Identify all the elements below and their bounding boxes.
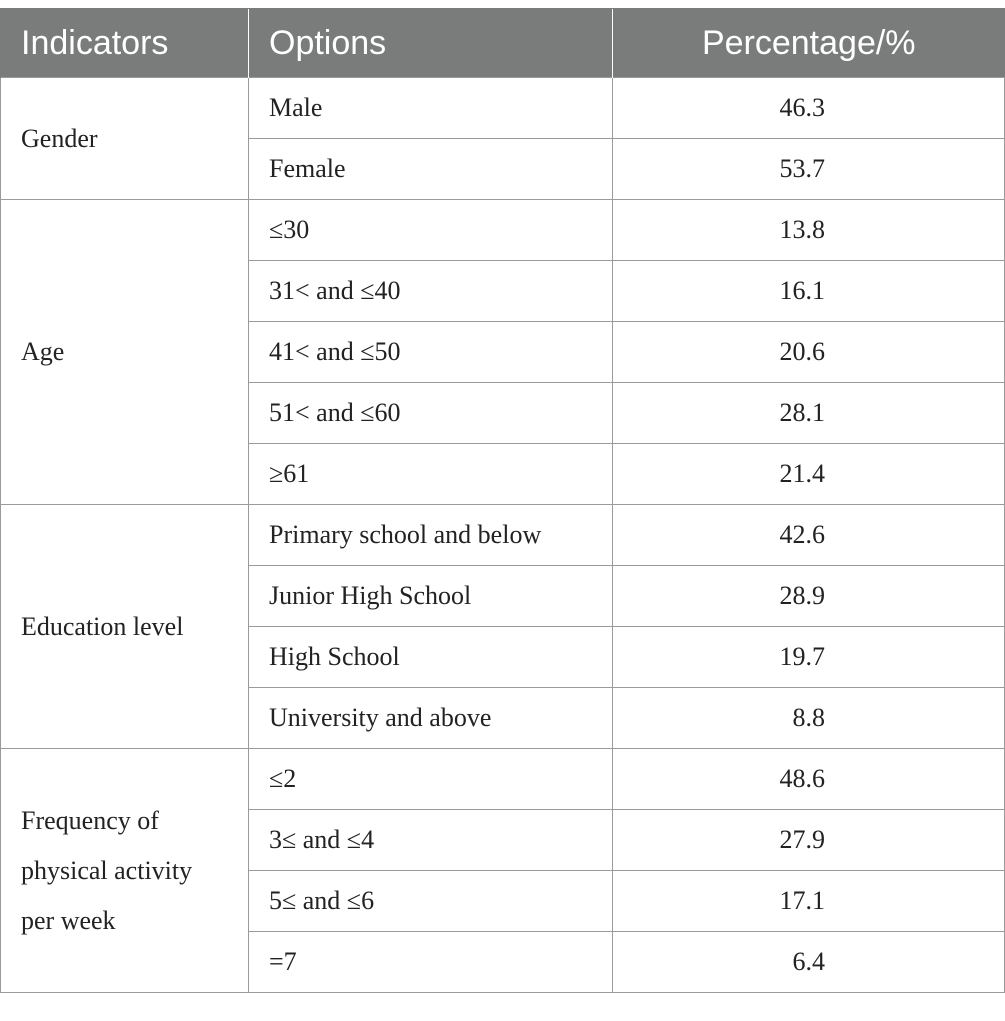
option-cell: =7 [249,932,613,993]
option-cell: 31< and ≤40 [249,261,613,322]
header-row [1,9,1005,78]
option-cell: 51< and ≤60 [249,383,613,444]
option-cell: Junior High School [249,566,613,627]
data-table [0,8,1005,993]
table-header [1,9,1005,78]
indicator-line: physical activity [21,855,193,885]
option-cell: Male [249,78,613,139]
percentage-cell: 19.7 [613,627,1005,688]
option-cell: ≥61 [249,444,613,505]
option-cell: ≤2 [249,749,613,810]
percentage-cell: 28.9 [613,566,1005,627]
option-cell: Primary school and below [249,505,613,566]
table-row [1,78,1005,139]
option-cell: ≤30 [249,200,613,261]
percentage-cell: 17.1 [613,871,1005,932]
percentage-cell: 13.8 [613,200,1005,261]
percentage-cell: 21.4 [613,444,1005,505]
indicator-age: Age [1,200,249,505]
option-cell: Female [249,139,613,200]
table-body [1,78,1005,993]
option-cell: 3≤ and ≤4 [249,810,613,871]
percentage-cell: 28.1 [613,383,1005,444]
percentage-cell: 53.7 [613,139,1005,200]
percentage-cell: 42.6 [613,505,1005,566]
table-row [1,200,1005,261]
indicator-physical-activity-frequency [1,749,249,993]
data-table-container [0,8,1004,993]
table-row [1,749,1005,810]
option-cell: 41< and ≤50 [249,322,613,383]
percentage-cell: 27.9 [613,810,1005,871]
indicator-gender: Gender [1,78,249,200]
header-indicators: Indicators [1,9,249,78]
table-row [1,505,1005,566]
percentage-cell: 6.4 [613,932,1005,993]
header-options: Options [249,9,613,78]
option-cell: 5≤ and ≤6 [249,871,613,932]
option-cell: University and above [249,688,613,749]
indicator-line: Frequency of [21,805,159,835]
percentage-cell: 8.8 [613,688,1005,749]
indicator-line: per week [21,905,116,935]
indicator-education-level: Education level [1,505,249,749]
percentage-cell: 16.1 [613,261,1005,322]
percentage-cell: 48.6 [613,749,1005,810]
percentage-cell: 46.3 [613,78,1005,139]
percentage-cell: 20.6 [613,322,1005,383]
option-cell: High School [249,627,613,688]
header-percentage: Percentage/% [613,9,1005,78]
